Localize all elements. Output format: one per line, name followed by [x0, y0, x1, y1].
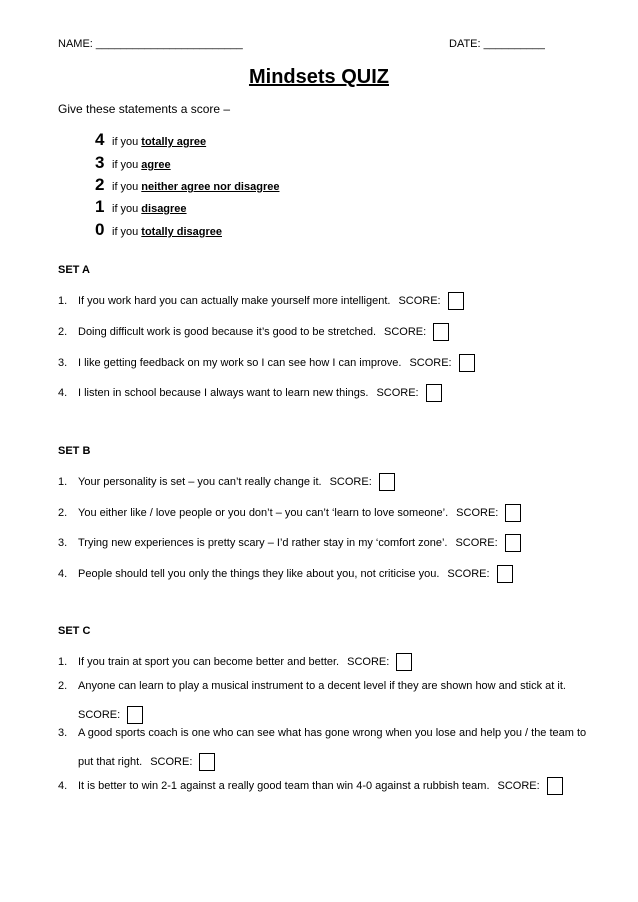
- set-a-title: SET A: [58, 264, 90, 276]
- question-item: [58, 777, 563, 795]
- question-item: [58, 727, 587, 768]
- question-text: If you work hard you can actually make yourself more intelligent.: [78, 295, 391, 307]
- score-box[interactable]: [497, 565, 513, 583]
- scale-prefix: if you: [112, 226, 139, 238]
- score-label: SCORE:: [376, 387, 419, 399]
- score-label: SCORE:: [456, 507, 499, 519]
- scale-prefix: if you: [112, 203, 139, 215]
- score-box[interactable]: [448, 292, 464, 310]
- set-c-title: SET C: [58, 625, 91, 637]
- scale-label: agree: [141, 159, 171, 171]
- score-box[interactable]: [199, 753, 215, 771]
- question-text: People should tell you only the things they like about you, not criticise you.: [78, 568, 440, 580]
- question-item: [58, 534, 521, 552]
- question-number: 2.: [58, 680, 68, 692]
- question-text: I like getting feedback on my work so I can see how I can improve.: [78, 357, 402, 369]
- score-label: SCORE:: [78, 709, 121, 721]
- question-item: [58, 653, 412, 671]
- scale-number: 2: [95, 175, 105, 194]
- scale-number: 0: [95, 220, 105, 239]
- question-text: I listen in school because I always want to learn new things.: [78, 387, 369, 399]
- scale-label: neither agree nor disagree: [141, 181, 280, 193]
- question-number: 4.: [58, 568, 68, 580]
- question-item: [58, 323, 449, 341]
- question-text: Doing difficult work is good because it’s good to be stretched.: [78, 326, 376, 338]
- score-label: SCORE:: [497, 780, 540, 792]
- scale-item: [95, 197, 187, 217]
- question-text-line2: put that right.: [78, 756, 143, 768]
- scale-prefix: if you: [112, 159, 139, 171]
- score-box[interactable]: [379, 473, 395, 491]
- question-item: [58, 354, 475, 372]
- question-number: 4.: [58, 780, 68, 792]
- question-text: It is better to win 2-1 against a really good team than win 4-0 against a rubbish team.: [78, 780, 490, 792]
- scale-label: totally agree: [141, 136, 207, 148]
- name-field-label: NAME: ________________________: [58, 38, 243, 50]
- scale-number: 3: [95, 153, 105, 172]
- score-box[interactable]: [459, 354, 475, 372]
- score-box[interactable]: [396, 653, 412, 671]
- score-label: SCORE:: [384, 326, 427, 338]
- set-b-title: SET B: [58, 445, 91, 457]
- question-text: A good sports coach is one who can see what has gone wrong when you lose and help you / the team to: [78, 727, 587, 739]
- scale-item: [95, 153, 171, 173]
- scale-label: totally disagree: [141, 226, 222, 238]
- score-label: SCORE:: [398, 295, 441, 307]
- question-number: 3.: [58, 727, 68, 739]
- question-item: [58, 680, 566, 721]
- score-label: SCORE:: [447, 568, 490, 580]
- scale-prefix: if you: [112, 181, 139, 193]
- question-continuation: [78, 706, 143, 724]
- scale-item: [95, 130, 206, 150]
- question-number: 3.: [58, 537, 68, 549]
- question-item: [58, 565, 513, 583]
- question-text: Your personality is set – you can’t really change it.: [78, 476, 322, 488]
- question-item: [58, 384, 442, 402]
- score-label: SCORE:: [150, 756, 193, 768]
- score-box[interactable]: [505, 504, 521, 522]
- score-box[interactable]: [127, 706, 143, 724]
- question-number: 2.: [58, 507, 68, 519]
- scale-label: disagree: [141, 203, 187, 215]
- score-label: SCORE:: [347, 656, 390, 668]
- question-number: 3.: [58, 357, 68, 369]
- scale-item: [95, 220, 222, 240]
- question-number: 1.: [58, 476, 68, 488]
- question-text: You either like / love people or you don’t – you can’t ‘learn to love someone’.: [78, 507, 449, 519]
- scale-number: 1: [95, 197, 105, 216]
- question-item: [58, 473, 395, 491]
- question-number: 4.: [58, 387, 68, 399]
- score-box[interactable]: [547, 777, 563, 795]
- scale-prefix: if you: [112, 136, 139, 148]
- question-number: 2.: [58, 326, 68, 338]
- score-box[interactable]: [426, 384, 442, 402]
- question-text: If you train at sport you can become better and better.: [78, 656, 340, 668]
- page-title: Mindsets QUIZ: [248, 66, 389, 88]
- question-item: [58, 292, 464, 310]
- question-item: [58, 504, 521, 522]
- intro-text: Give these statements a score –: [58, 102, 231, 116]
- score-box[interactable]: [505, 534, 521, 552]
- scale-number: 4: [95, 130, 105, 149]
- score-label: SCORE:: [409, 357, 452, 369]
- date-field-label: DATE: __________: [449, 38, 545, 50]
- question-number: 1.: [58, 295, 68, 307]
- score-label: SCORE:: [329, 476, 372, 488]
- question-text: Trying new experiences is pretty scary – I’d rather stay in my ‘comfort zone’.: [78, 537, 448, 549]
- question-number: 1.: [58, 656, 68, 668]
- scale-item: [95, 175, 279, 195]
- question-text: Anyone can learn to play a musical instrument to a decent level if they are shown how and stick at it.: [78, 680, 566, 692]
- score-box[interactable]: [433, 323, 449, 341]
- score-label: SCORE:: [455, 537, 498, 549]
- question-continuation: [78, 753, 215, 771]
